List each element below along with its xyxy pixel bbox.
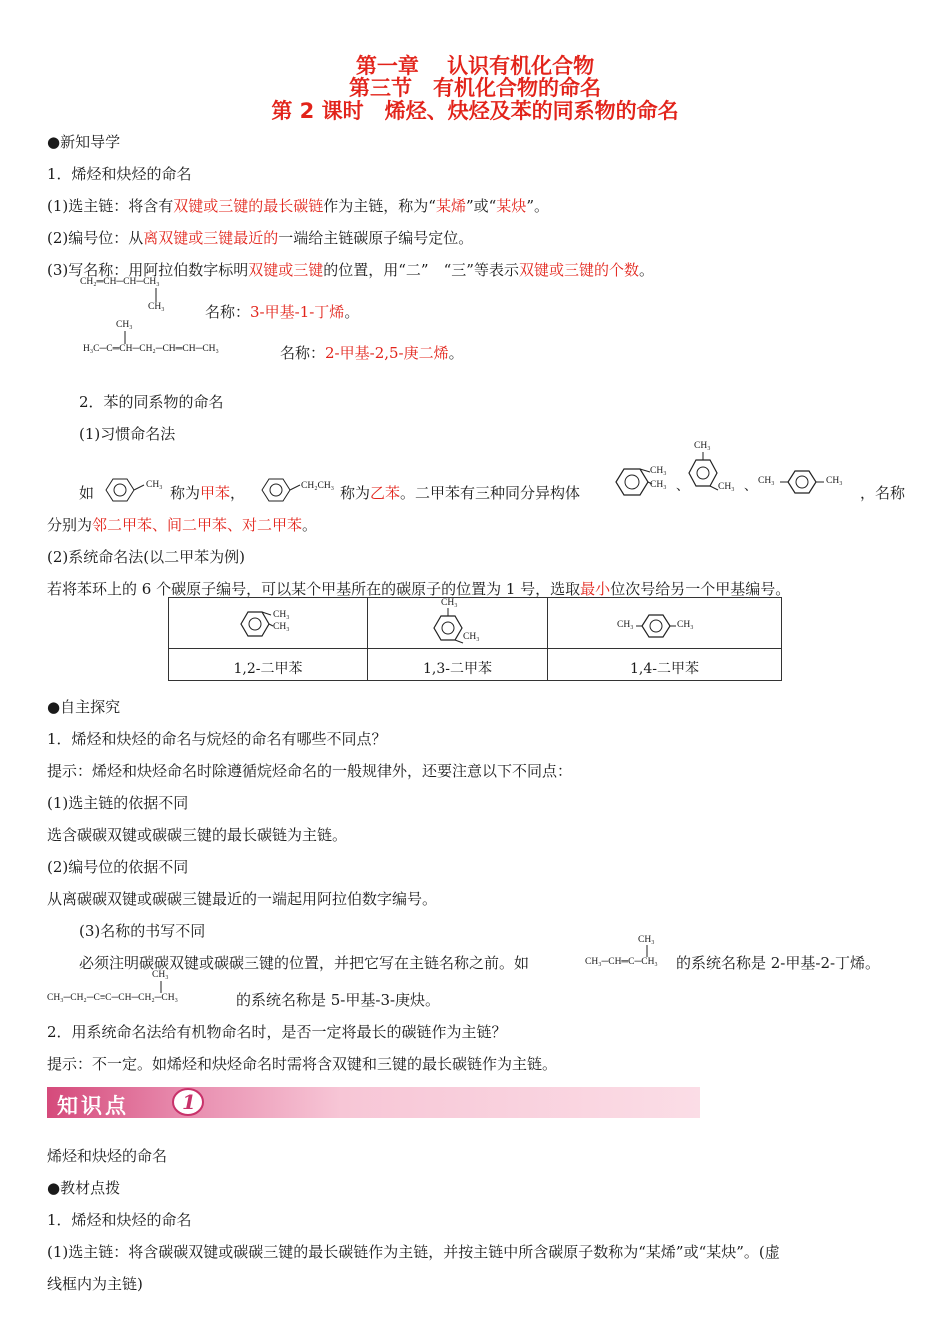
example3-top-methyl: CH₃ [638, 935, 655, 945]
example4-top-methyl: CH₃ [152, 970, 169, 980]
guide-rule-3: (3)写名称：用阿拉伯数字标明双键或三键的位置，用“二” “三”等表示双键或三键的个数。 [47, 261, 654, 279]
benzene-habit-text-3: 称为乙苯。二甲苯有三种同分异构体 [340, 484, 581, 502]
knowledge-number: 1 [182, 1090, 196, 1114]
example3-formula: CH₃─CH═C─CH₃ [585, 957, 658, 967]
benzene-system-text: 若将苯环上的 6 个碳原子编号，可以某个甲基所在的碳原子的位置为 1 号，选取最小位次号给另一个甲基编号。 [47, 580, 791, 598]
example1-bond [155, 288, 157, 302]
knowledge-banner [47, 1087, 700, 1118]
explore-a1-text: 选含碳碳双键或碳碳三键的最长碳链为主链。 [47, 826, 348, 844]
explore-heading: ●自主探究 [47, 698, 121, 716]
example2-name: 名称：2-甲基-2,5-庚二烯。 [280, 344, 464, 362]
m-xylene-structure [683, 452, 733, 502]
example2-formula: H₃C─C═CH─CH₂─CH═CH─CH₃ [83, 344, 219, 354]
benzene-habit-text-2: 称为甲苯， [170, 484, 246, 502]
benzene-habit: (1)习惯命名法 [79, 425, 176, 443]
p-xylene-structure [780, 467, 832, 497]
guide-rule-2: (2)编号位：从离双键或三键最近的一端给主链碳原子编号定位。 [47, 229, 474, 247]
chapter-title: 第一章 认识有机化合物 [355, 54, 595, 78]
table-o-xylene [237, 606, 307, 642]
table-o-methyl-2: CH₃ [273, 622, 290, 632]
toluene-structure [98, 475, 150, 505]
o-xylene-methyl-2: CH₃ [650, 480, 667, 490]
m-xylene-methyl-2: CH₃ [718, 482, 735, 492]
table-p-methyl-1: CH₃ [617, 620, 634, 630]
knowledge-p2: (1)选主链：将含碳碳双键或碳碳三键的最长碳链作为主链，并按主链中所含碳原子数称为“某烯”或“某炔”。(虚 [47, 1243, 780, 1261]
guide-p1: 1．烯烃和炔烃的命名 [47, 165, 192, 183]
benzene-heading: 2．苯的同系物的命名 [79, 393, 224, 411]
guide-rule-1: (1)选主链：将含有双键或三键的最长碳链作为主链，称为“某烯”或“某炔”。 [47, 197, 549, 215]
separator-1: 、 [676, 479, 690, 494]
separator-2: 、 [744, 479, 758, 494]
m-xylene-methyl-1: CH₃ [694, 441, 711, 451]
table-o-methyl-1: CH₃ [273, 610, 290, 620]
explore-a3-text: 必须注明碳碳双键或碳碳三键的位置，并把它写在主链名称之前。如 [79, 954, 530, 972]
table-label-3: 1,4-二甲苯 [630, 661, 699, 677]
knowledge-banner-label: 知识点 [57, 1094, 129, 1118]
example1-formula: CH₂═CH─CH─CH₃ [80, 277, 160, 287]
explore-a3-text-3: 的系统名称是 5-甲基-3-庚炔。 [236, 991, 441, 1009]
section-title: 第三节 有机化合物的命名 [349, 76, 601, 100]
example4-bond [160, 981, 162, 993]
knowledge-topic: 烯烃和炔烃的命名 [47, 1147, 168, 1165]
benzene-habit-text-4: ，名称 [860, 484, 906, 502]
guide-heading: ●新知导学 [47, 133, 121, 151]
explore-a3: (3)名称的书写不同 [79, 922, 206, 940]
p-xylene-methyl-1: CH₃ [758, 476, 775, 486]
knowledge-p3: 线框内为主链) [47, 1275, 143, 1293]
xylene-table [168, 597, 782, 681]
benzene-system-heading: (2)系统命名法(以二甲苯为例) [47, 548, 245, 566]
knowledge-p1: 1．烯烃和炔烃的命名 [47, 1211, 192, 1229]
example3-bond [646, 945, 648, 957]
explore-a2: (2)编号位的依据不同 [47, 858, 189, 876]
ethylbenzene-ethyl: CH₂CH₃ [301, 481, 335, 491]
o-xylene-methyl-1: CH₃ [650, 466, 667, 476]
benzene-names: 分别为邻二甲苯、间二甲苯、对二甲苯。 [47, 516, 318, 534]
explore-a3-text-2: 的系统名称是 2-甲基-2-丁烯。 [676, 954, 881, 972]
explore-a1: (1)选主链的依据不同 [47, 794, 189, 812]
table-m-xylene [428, 604, 478, 652]
lesson-title: 第 2 课时 烯烃、炔烃及苯的同系物的命名 [271, 99, 679, 123]
example1-name: 名称：3-甲基-1-丁烯。 [205, 303, 360, 321]
table-m-methyl-2: CH₃ [463, 632, 480, 642]
toluene-methyl: CH₃ [146, 480, 163, 490]
example2-bond [124, 331, 126, 344]
table-m-methyl-1: CH₃ [441, 598, 458, 608]
example2-top-methyl: CH₃ [116, 320, 133, 330]
benzene-habit-text-1: 如 [79, 484, 95, 502]
table-label-2: 1,3-二甲苯 [423, 661, 492, 677]
explore-q1: 1．烯烃和炔烃的命名与烷烃的命名有哪些不同点？ [47, 730, 387, 748]
example1-branch: CH₃ [148, 302, 165, 312]
explore-hint2: 提示：不一定。如烯烃和炔烃命名时需将含双键和三键的最长碳链作为主链。 [47, 1055, 558, 1073]
explore-a2-text: 从离碳碳双键或碳碳三键最近的一端起用阿拉伯数字编号。 [47, 890, 438, 908]
table-label-1: 1,2-二甲苯 [233, 661, 303, 677]
explore-hint: 提示：烯烃和炔烃命名时除遵循烷烃命名的一般规律外，还要注意以下不同点： [47, 762, 573, 780]
table-p-methyl-2: CH₃ [677, 620, 694, 630]
knowledge-heading: ●教材点拨 [47, 1179, 121, 1197]
explore-q2: 2．用系统命名法给有机物命名时，是否一定将最长的碳链作为主链？ [47, 1023, 507, 1041]
p-xylene-methyl-2: CH₃ [826, 476, 843, 486]
example4-formula: CH₃─CH₂─C≡C─CH─CH₂─CH₃ [47, 993, 178, 1003]
